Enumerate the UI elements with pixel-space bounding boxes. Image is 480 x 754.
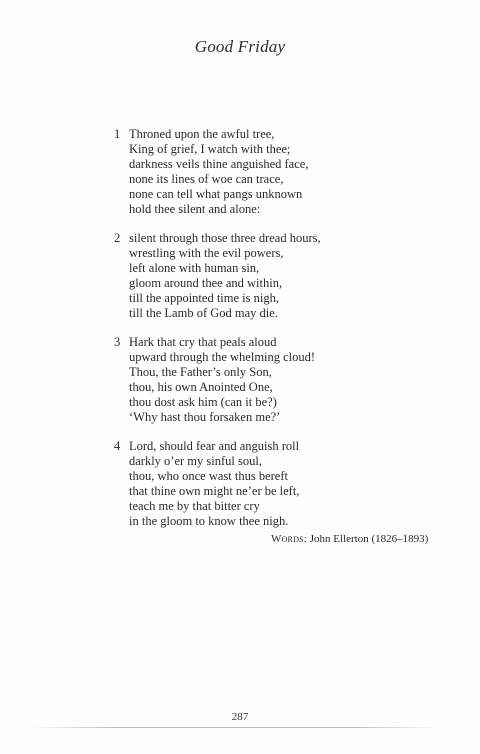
verse-line: till the appointed time is nigh,	[129, 291, 279, 305]
bottom-rule	[30, 727, 440, 728]
verse-line: none can tell what pangs unknown	[129, 187, 303, 201]
verse-line: upward through the whelming cloud!	[129, 350, 316, 364]
verse-line: wrestling with the evil powers,	[129, 246, 284, 260]
verse-line: darkness veils thine anguished face,	[129, 157, 309, 171]
verse	[114, 439, 434, 529]
verse-line: Hark that cry that peals aloud	[129, 335, 277, 349]
verse-line: ‘Why hast thou forsaken me?’	[129, 410, 281, 424]
verse-line: Throned upon the awful tree,	[129, 127, 275, 141]
verse-line: silent through those three dread hours,	[129, 231, 321, 245]
verse-line: left alone with human sin,	[129, 261, 260, 275]
verse-line: King of grief, I watch with thee;	[129, 142, 291, 156]
verse	[114, 231, 434, 321]
page-number: 287	[231, 711, 249, 723]
verse	[114, 127, 434, 217]
verse-line: that thine own might ne’er be left,	[129, 484, 300, 498]
verse-number: 1	[114, 127, 121, 141]
verse-line: Thou, the Father’s only Son,	[129, 365, 272, 379]
verse-number: 2	[114, 231, 121, 245]
verse-lines	[129, 231, 434, 321]
verse-line: in the gloom to know thee nigh.	[129, 514, 289, 528]
verse-line: thou, who once wast thus bereft	[129, 469, 288, 483]
verse-list	[114, 127, 434, 543]
verse-line: teach me by that bitter cry	[129, 499, 260, 513]
verse-line: thou dost ask him (can it be?)	[129, 395, 277, 409]
credit-label: Words:	[271, 533, 307, 545]
verse-line: thou, his own Anointed One,	[129, 380, 273, 394]
verse-line: none its lines of woe can trace,	[129, 172, 284, 186]
verse-lines	[129, 127, 434, 217]
hymn-title: Good Friday	[194, 37, 286, 56]
verse-line: gloom around thee and within,	[129, 276, 283, 290]
verse-line: darkly o’er my sinful soul,	[129, 454, 262, 468]
verse-line: hold thee silent and alone:	[129, 202, 261, 216]
verse	[114, 335, 434, 425]
verse-number: 3	[114, 335, 121, 349]
credit-author: John Ellerton (1826–1893)	[309, 533, 429, 545]
verse-lines	[129, 335, 434, 425]
author-credit	[271, 533, 428, 545]
verse-number: 4	[114, 439, 121, 453]
verse-line: Lord, should fear and anguish roll	[129, 439, 300, 453]
verse-line: till the Lamb of God may die.	[129, 306, 278, 320]
verse-lines	[129, 439, 434, 529]
